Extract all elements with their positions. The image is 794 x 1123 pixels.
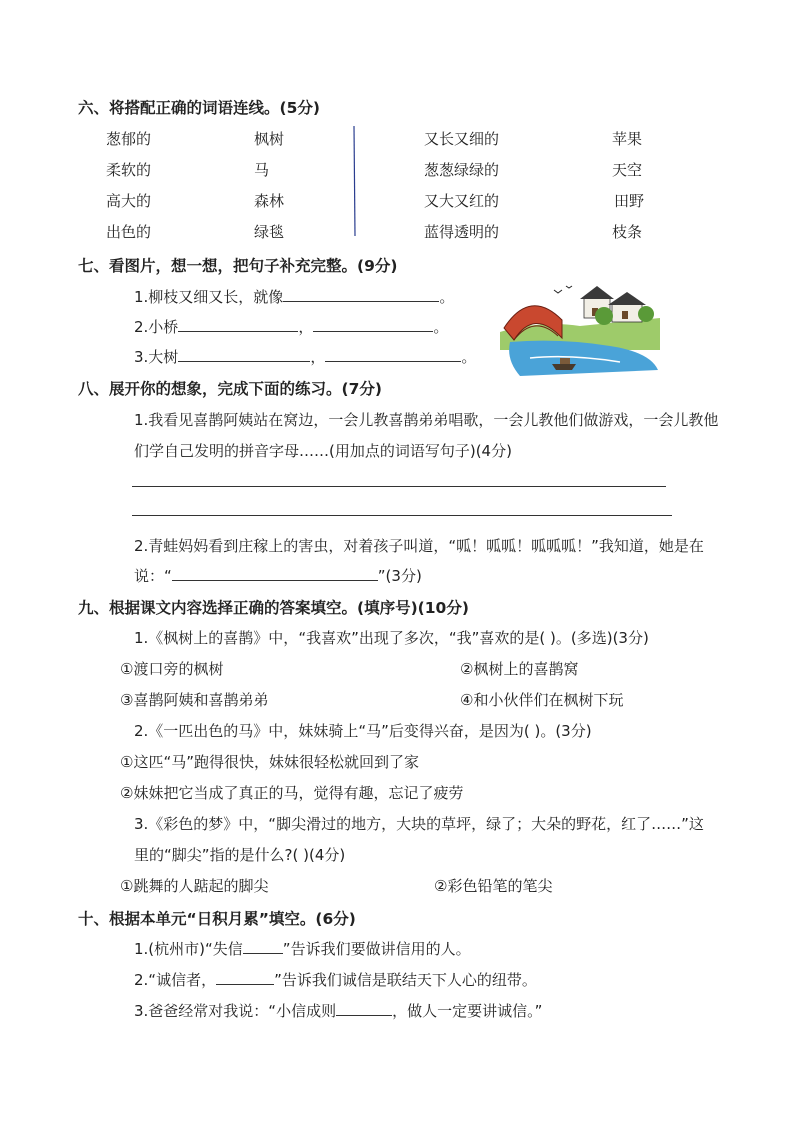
- s7-q1-blank[interactable]: [283, 287, 439, 302]
- s8-q1-line1: 1.我看见喜鹊阿姨站在窝边，一会儿教喜鹊弟弟唱歌，一会儿教他们做游戏，一会儿教他: [134, 411, 719, 429]
- s6-left-b-1: 枫树: [254, 130, 285, 148]
- s7-q3-suffix: 。: [461, 348, 477, 366]
- s8-q1-line2: 们学自己发明的拼音字母……(用加点的词语写句子)(4分): [134, 442, 512, 460]
- s6-right-a-1: 又长又细的: [424, 130, 500, 148]
- s7-q1-prefix: 1.柳枝又细又长，就像: [134, 288, 284, 306]
- s7-q2: [134, 316, 448, 337]
- s6-right-b-2: 天空: [612, 161, 643, 179]
- s10-q3: [134, 1000, 542, 1021]
- divider-line: [348, 124, 360, 240]
- s10-q3-blank[interactable]: [336, 1001, 392, 1016]
- s6-right-b-4: 枝条: [612, 223, 643, 241]
- s10-q1-suffix: ”告诉我们要做讲信用的人。: [282, 940, 471, 958]
- s7-q2-blank-2[interactable]: [313, 317, 433, 332]
- s10-q3-suffix: ，做人一定要讲诚信。”: [392, 1002, 543, 1020]
- s6-right-b-1: 苹果: [612, 130, 643, 148]
- s8-answer-line-2[interactable]: [132, 515, 672, 516]
- section-7-title: 七、看图片，想一想，把句子补充完整。(9分): [78, 257, 398, 275]
- s7-q2-mid: ，: [298, 318, 314, 336]
- s7-q3-blank-1[interactable]: [178, 347, 310, 362]
- s8-q2-line1: 2.青蛙妈妈看到庄稼上的害虫，对着孩子叫道，“呱！呱呱！呱呱呱！”我知道，她是在: [134, 537, 704, 555]
- s10-q3-prefix: 3.爸爸经常对我说：“小信成则: [134, 1002, 337, 1020]
- section-9-title: 九、根据课文内容选择正确的答案填空。(填序号)(10分): [78, 599, 469, 617]
- s7-q2-suffix: 。: [433, 318, 449, 336]
- s9-q3-opt-2: ②彩色铅笔的笔尖: [434, 877, 553, 895]
- s9-q1: 1.《枫树上的喜鹊》中，“我喜欢”出现了多次，“我”喜欢的是( )。(多选)(3分): [134, 629, 649, 647]
- s10-q2: [134, 969, 537, 990]
- s8-q2-prefix: 说：“: [134, 567, 172, 585]
- s9-q1-opt-2: ②枫树上的喜鹊窝: [460, 660, 579, 678]
- s6-left-a-1: 葱郁的: [106, 130, 152, 148]
- s9-q3-opt-1: ①跳舞的人踮起的脚尖: [120, 877, 269, 895]
- s6-left-b-2: 马: [254, 161, 270, 179]
- s6-right-a-4: 蓝得透明的: [424, 223, 500, 241]
- s9-q3-line1: 3.《彩色的梦》中，“脚尖滑过的地方，大块的草坪，绿了；大朵的野花，红了……”这: [134, 815, 704, 833]
- s10-q1-prefix: 1.(杭州市)“失信: [134, 940, 243, 958]
- s6-right-a-3: 又大又红的: [424, 192, 500, 210]
- s6-right-b-3: 田野: [614, 192, 645, 210]
- s9-q1-opt-3: ③喜鹊阿姨和喜鹊弟弟: [120, 691, 269, 709]
- s9-q2-opt-2: ②妹妹把它当成了真正的马，觉得有趣，忘记了疲劳: [120, 784, 464, 802]
- s6-left-a-3: 高大的: [106, 192, 152, 210]
- s6-left-b-3: 森林: [254, 192, 285, 210]
- s10-q2-prefix: 2.“诚信者，: [134, 971, 217, 989]
- section-6-title: 六、将搭配正确的词语连线。(5分): [78, 99, 320, 117]
- s8-q2-line2: [134, 565, 422, 586]
- s9-q1-opt-4: ④和小伙伴们在枫树下玩: [460, 691, 624, 709]
- s7-q2-prefix: 2.小桥: [134, 318, 179, 336]
- s6-left-a-4: 出色的: [106, 223, 152, 241]
- s7-q3-blank-2[interactable]: [325, 347, 461, 362]
- section-8-title: 八、展开你的想象，完成下面的练习。(7分): [78, 380, 382, 398]
- s7-q1: [134, 286, 454, 307]
- bridge-village-illustration: [500, 280, 662, 378]
- s9-q2-opt-1: ①这匹“马”跑得很快，妹妹很轻松就回到了家: [120, 753, 419, 771]
- s8-q2-suffix: ”(3分): [377, 567, 422, 585]
- s6-left-a-2: 柔软的: [106, 161, 152, 179]
- s10-q2-suffix: ”告诉我们诚信是联结天下人心的纽带。: [274, 971, 537, 989]
- s10-q2-blank[interactable]: [216, 970, 274, 985]
- s6-left-b-4: 绿毯: [254, 223, 285, 241]
- s10-q1-blank[interactable]: [243, 939, 283, 954]
- s6-right-a-2: 葱葱绿绿的: [424, 161, 500, 179]
- s9-q2: 2.《一匹出色的马》中，妹妹骑上“马”后变得兴奋，是因为( )。(3分): [134, 722, 592, 740]
- s7-q3-prefix: 3.大树: [134, 348, 179, 366]
- s9-q1-opt-1: ①渡口旁的枫树: [120, 660, 224, 678]
- s7-q2-blank-1[interactable]: [178, 317, 298, 332]
- s8-q2-blank[interactable]: [172, 566, 378, 581]
- s9-q3-line2: 里的“脚尖”指的是什么?( )(4分): [134, 846, 346, 864]
- s7-q3: [134, 346, 476, 367]
- s7-q3-mid: ，: [310, 348, 326, 366]
- s7-q1-suffix: 。: [439, 288, 455, 306]
- s8-answer-line-1[interactable]: [132, 486, 666, 487]
- s10-q1: [134, 938, 471, 959]
- section-10-title: 十、根据本单元“日积月累”填空。(6分): [78, 910, 356, 928]
